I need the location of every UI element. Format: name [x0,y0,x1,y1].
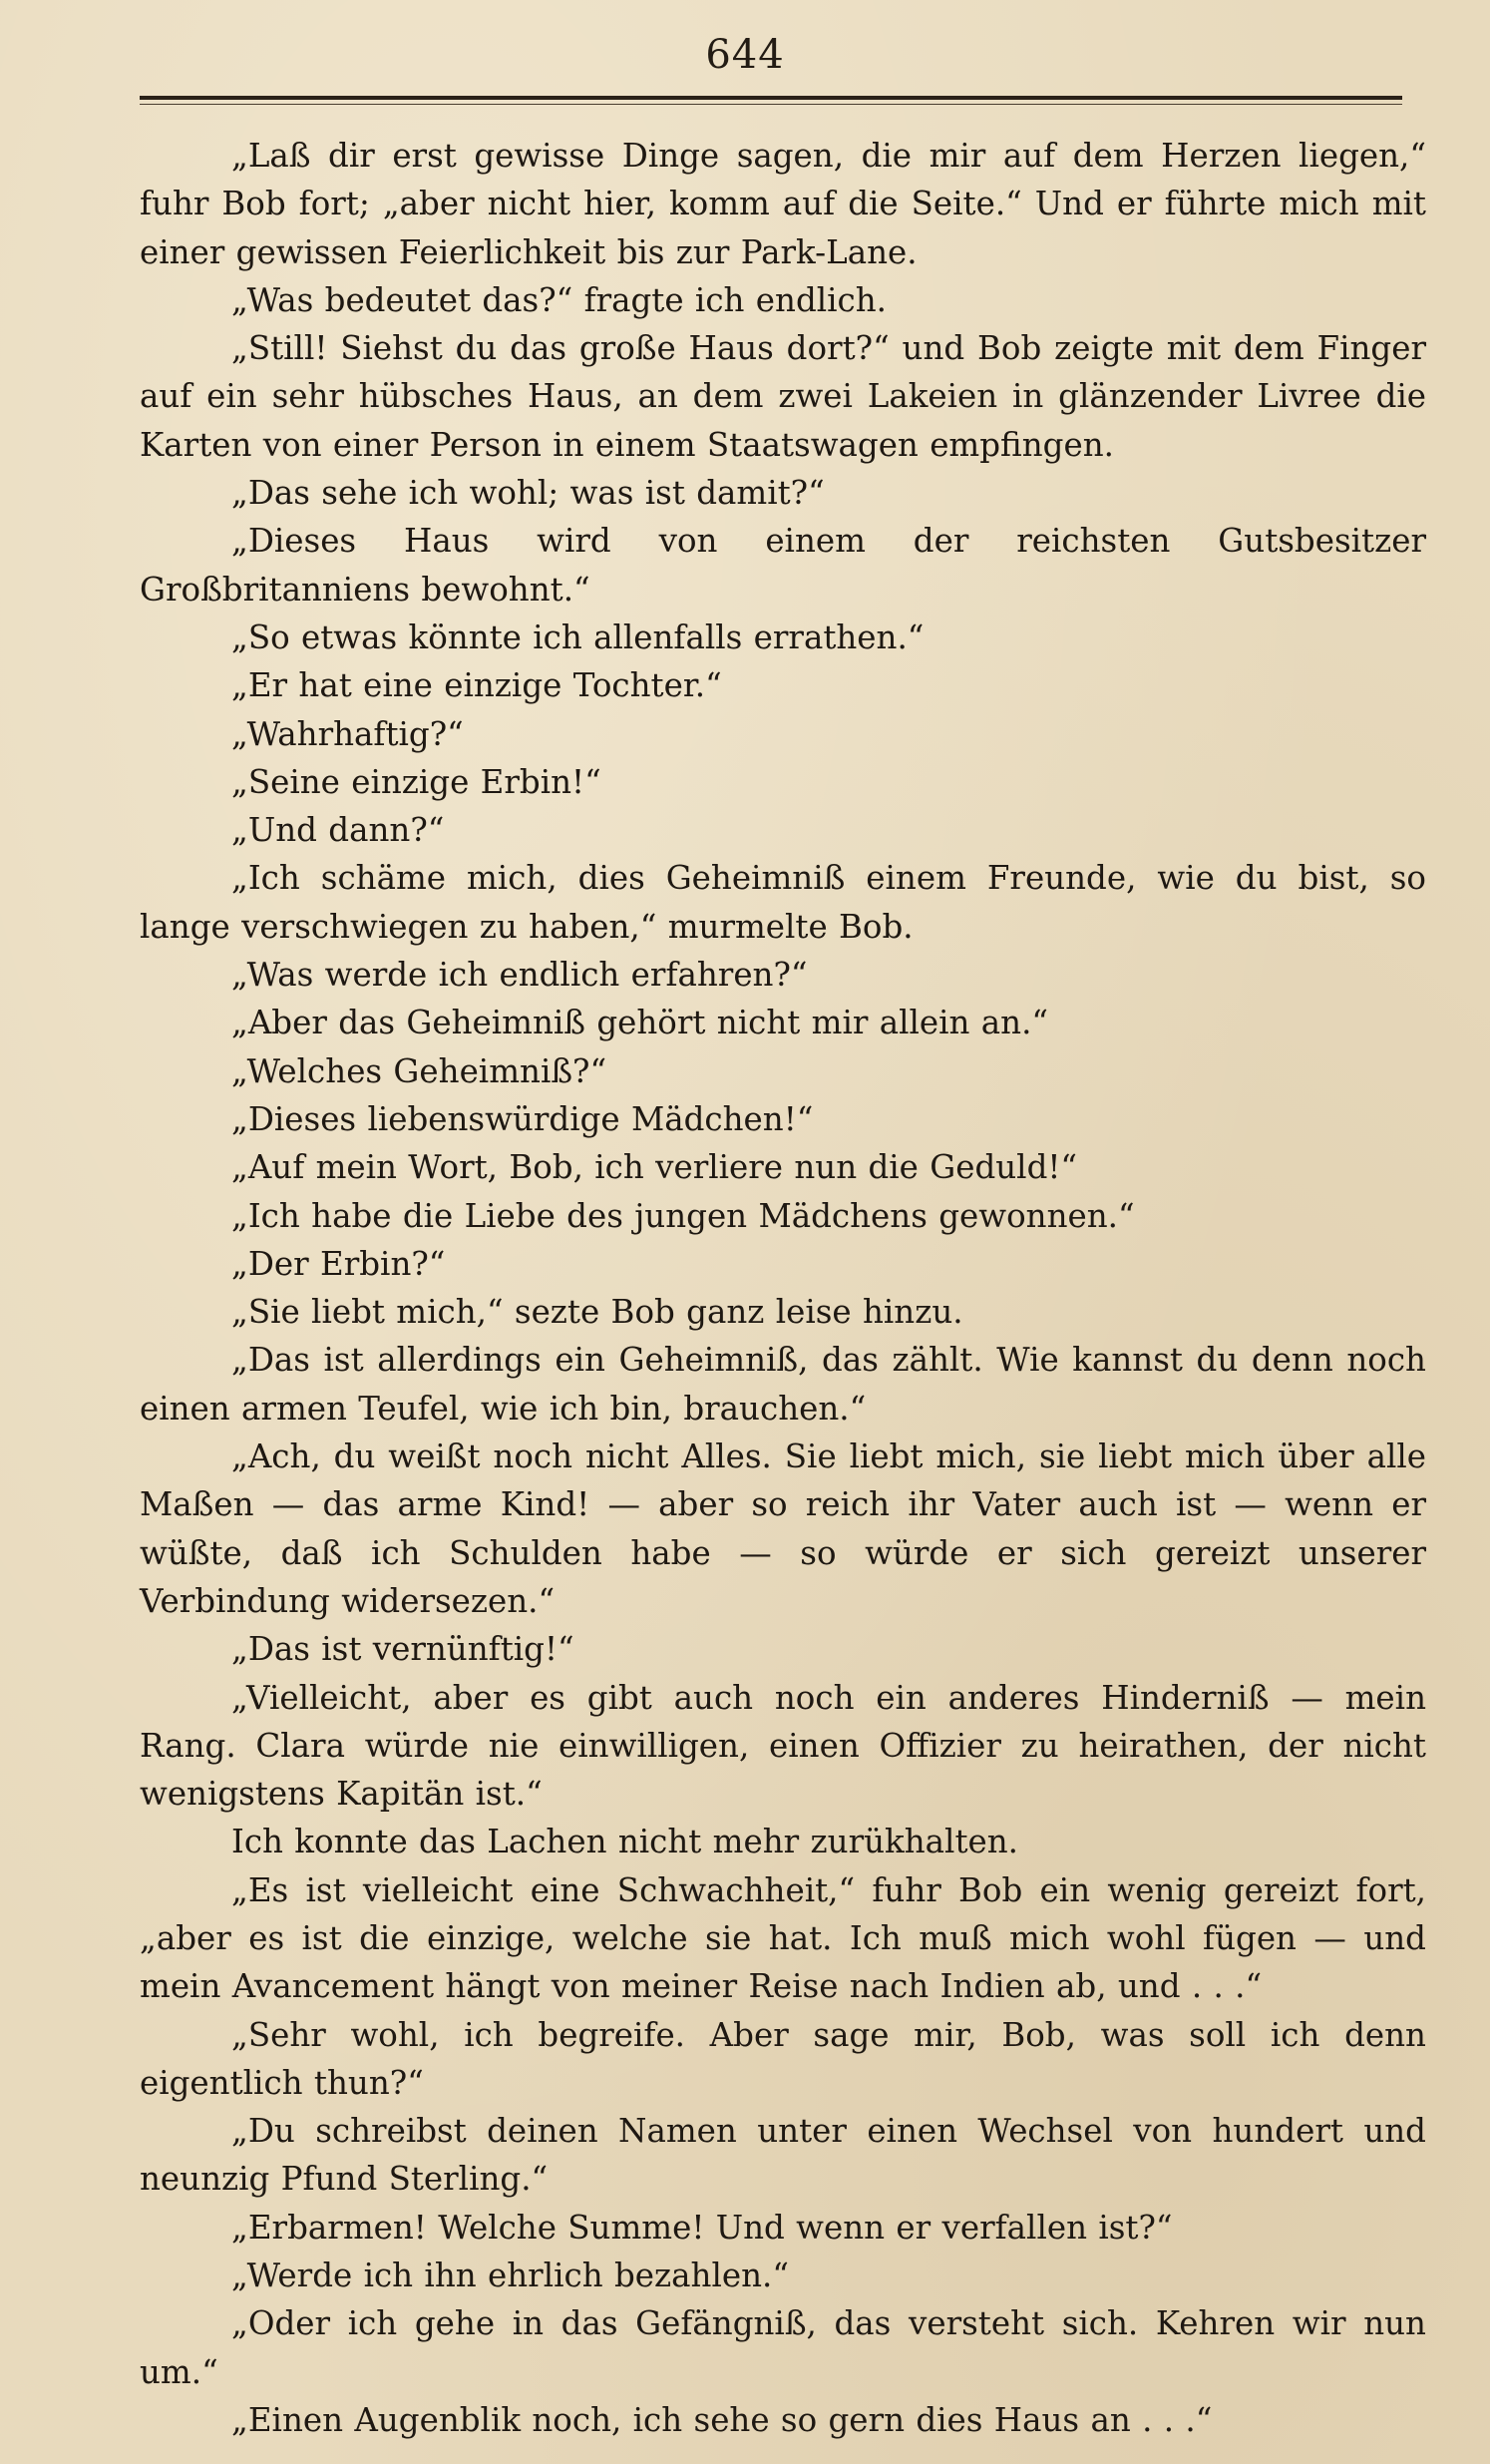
paragraph: „Das ist vernünftig!“ [231,1630,574,1669]
paragraph: Ich konnte das Lachen nicht mehr zurükhalten. [231,1823,1018,1861]
paragraph: „Du schreibst deinen Namen unter einen Wechsel von hundert und neunzig Pfund Sterling.“ [140,2112,1426,2199]
paragraph: „Laß dir erst gewisse Dinge sagen, die mir auf dem Herzen liegen,“ fuhr Bob fort; „aber nicht hier, komm auf die Seite.“ Und er führte mich mit einer gewissen Feierlichkeit bis zur Park-Lane. [140,137,1426,271]
paragraph: „Das sehe ich wohl; was ist damit?“ [231,474,825,513]
paragraph: „Und dann?“ [231,811,445,850]
paragraph: „Welches Geheimniß?“ [231,1051,607,1090]
paragraph: „Vielleicht, aber es gibt auch noch ein anderes Hinderniß — mein Rang. Clara würde nie einwilligen, einen Offizier zu heirathen, der nicht wenigstens Kapitän ist.“ [140,1678,1426,1814]
paragraph: „Oder ich gehe in das Gefängniß, das versteht sich. Kehren wir nun um.“ [140,2304,1426,2391]
paragraph: „So etwas könnte ich allenfalls errathen.“ [231,617,925,656]
paragraph: „Auf mein Wort, Bob, ich verliere nun die Geduld!“ [231,1148,1078,1187]
paragraph: „Ich habe die Liebe des jungen Mädchens gewonnen.“ [231,1196,1135,1235]
paragraph: „Ach, du weißt noch nicht Alles. Sie liebt mich, sie liebt mich über alle Maßen — das arme Kind! — aber so reich ihr Vater auch ist — wenn er wüßte, daß ich Schulden habe — so würde er sich gereizt unserer Verbindung widersezen.“ [140,1437,1426,1620]
paragraph: „Still! Siehst du das große Haus dort?“ und Bob zeigte mit dem Finger auf ein sehr hübsches Haus, an dem zwei Lakeien in glänzender Livree die Karten von einer Person in einem Staatswagen empfingen. [140,329,1426,464]
paragraph: „Der Erbin?“ [231,1244,446,1283]
body-text [140,132,1426,2444]
paragraph: „Erbarmen! Welche Summe! Und wenn er verfallen ist?“ [231,2208,1173,2247]
paragraph: „Sie liebt mich,“ sezte Bob ganz leise hinzu. [231,1293,963,1332]
paragraph: „Dieses Haus wird von einem der reichsten Gutsbesitzer Großbritanniens bewohnt.“ [140,522,1426,609]
paragraph: „Einen Augenblik noch, ich sehe so gern dies Haus an . . .“ [231,2400,1213,2439]
header-rule [140,96,1402,100]
paragraph: „Das ist allerdings ein Geheimniß, das zählt. Wie kannst du denn noch einen armen Teufel, wie ich bin, brauchen.“ [140,1341,1426,1428]
paragraph: „Wahrhaftig?“ [231,714,464,753]
page-number: 644 [705,32,785,78]
header-rule-thin [140,104,1402,105]
paragraph: „Dieses liebenswürdige Mädchen!“ [231,1099,814,1138]
paragraph: „Sehr wohl, ich begreife. Aber sage mir, Bob, was soll ich denn eigentlich thun?“ [140,2015,1426,2102]
paragraph: „Ich schäme mich, dies Geheimniß einem Freunde, wie du bist, so lange verschwiegen zu haben,“ murmelte Bob. [140,859,1426,946]
paragraph: „Aber das Geheimniß gehört nicht mir allein an.“ [231,1004,1049,1042]
paragraph: „Seine einzige Erbin!“ [231,762,601,801]
paragraph: „Was bedeutet das?“ fragte ich endlich. [231,280,888,319]
paragraph: „Es ist vielleicht eine Schwachheit,“ fuhr Bob ein wenig gereizt fort, „aber es ist die einzige, welche sie hat. Ich muß mich wohl fügen — und mein Avancement hängt von meiner Reise nach Indien ab, und . . .“ [140,1870,1426,2006]
paragraph: „Er hat eine einzige Tochter.“ [231,666,722,705]
paragraph: „Was werde ich endlich erfahren?“ [231,956,808,995]
paragraph: „Werde ich ihn ehrlich bezahlen.“ [231,2257,789,2295]
